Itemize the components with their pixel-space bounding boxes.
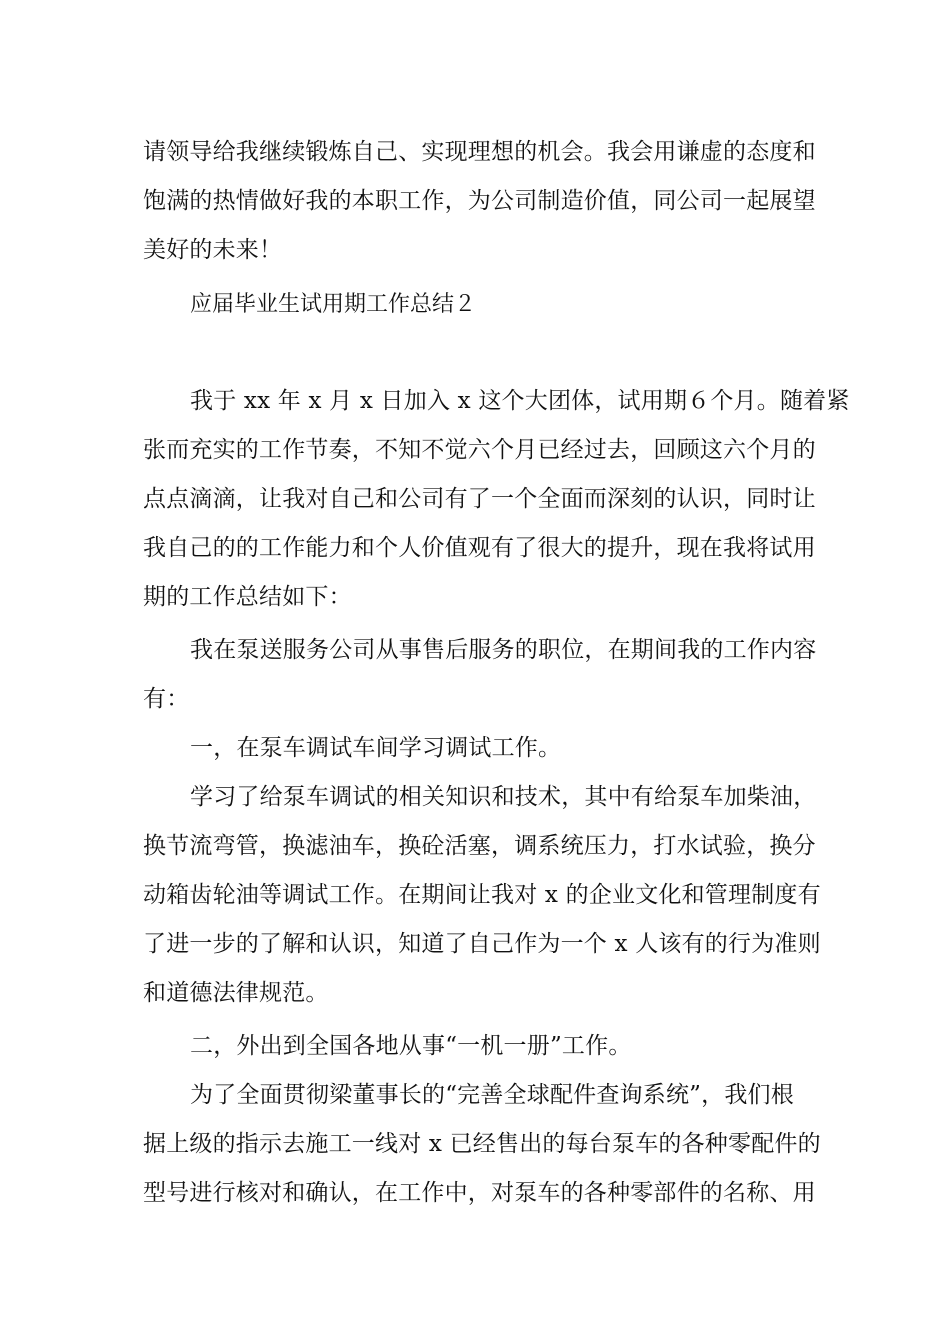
paragraph-debugging [143,773,821,1018]
text-line: 据上级的指示去施工一线对 x 已经售出的每台泵车的各种零配件的 [143,1131,821,1157]
text-line: 点点滴滴，让我对自己和公司有了一个全面而深刻的认识，同时让 [143,486,816,512]
text-line: 有： [143,686,190,712]
item-2-title [143,1022,813,1071]
text-line: 我在泵送服务公司从事售后服务的职位，在期间我的工作内容 [190,637,817,663]
paragraph-closing [143,128,816,275]
text-line: 了进一步的了解和认识，知道了自己作为一个 x 人该有的行为准则 [143,931,821,957]
text-line: 换节流弯管，换滤油车，换砼活塞，调系统压力，打水试验，换分 [143,833,816,859]
text-line: 期的工作总结如下： [143,584,352,610]
text-line: 张而充实的工作节奏，不知不觉六个月已经过去，回顾这六个月的 [143,437,816,463]
text-line: 美好的未来！ [143,237,283,263]
paragraph-work-content [143,626,817,724]
text-line: 饱满的热情做好我的本职工作，为公司制造价值，同公司一起展望 [143,188,816,214]
text-line: 学习了给泵车调试的相关知识和技术，其中有给泵车加柴油， [190,784,817,810]
text-line: 我于 xx 年 x 月 x 日加入 x 这个大团体，试用期６个月。随着紧 [190,388,850,414]
text-line: 二，外出到全国各地从事“一机一册”工作。 [190,1033,632,1059]
paragraph-one-machine-one-book [143,1071,821,1218]
text-line: 型号进行核对和确认，在工作中，对泵车的各种零部件的名称、用 [143,1180,816,1206]
paragraph-intro [143,377,850,622]
text-line: 和道德法律规范。 [143,980,329,1006]
text-line: 为了全面贯彻梁董事长的“完善全球配件查询系统”，我们根 [190,1082,794,1108]
text-line: 一，在泵车调试车间学习调试工作。 [190,735,562,761]
section-title: 应届毕业生试用期工作总结２ [190,292,477,317]
text-line: 动箱齿轮油等调试工作。在期间让我对 x 的企业文化和管理制度有 [143,882,821,908]
text-line: 我自己的的工作能力和个人价值观有了很大的提升，现在我将试用 [143,535,816,561]
text-line: 请领导给我继续锻炼自己、实现理想的机会。我会用谦虚的态度和 [143,139,816,165]
item-1-title [143,724,813,773]
